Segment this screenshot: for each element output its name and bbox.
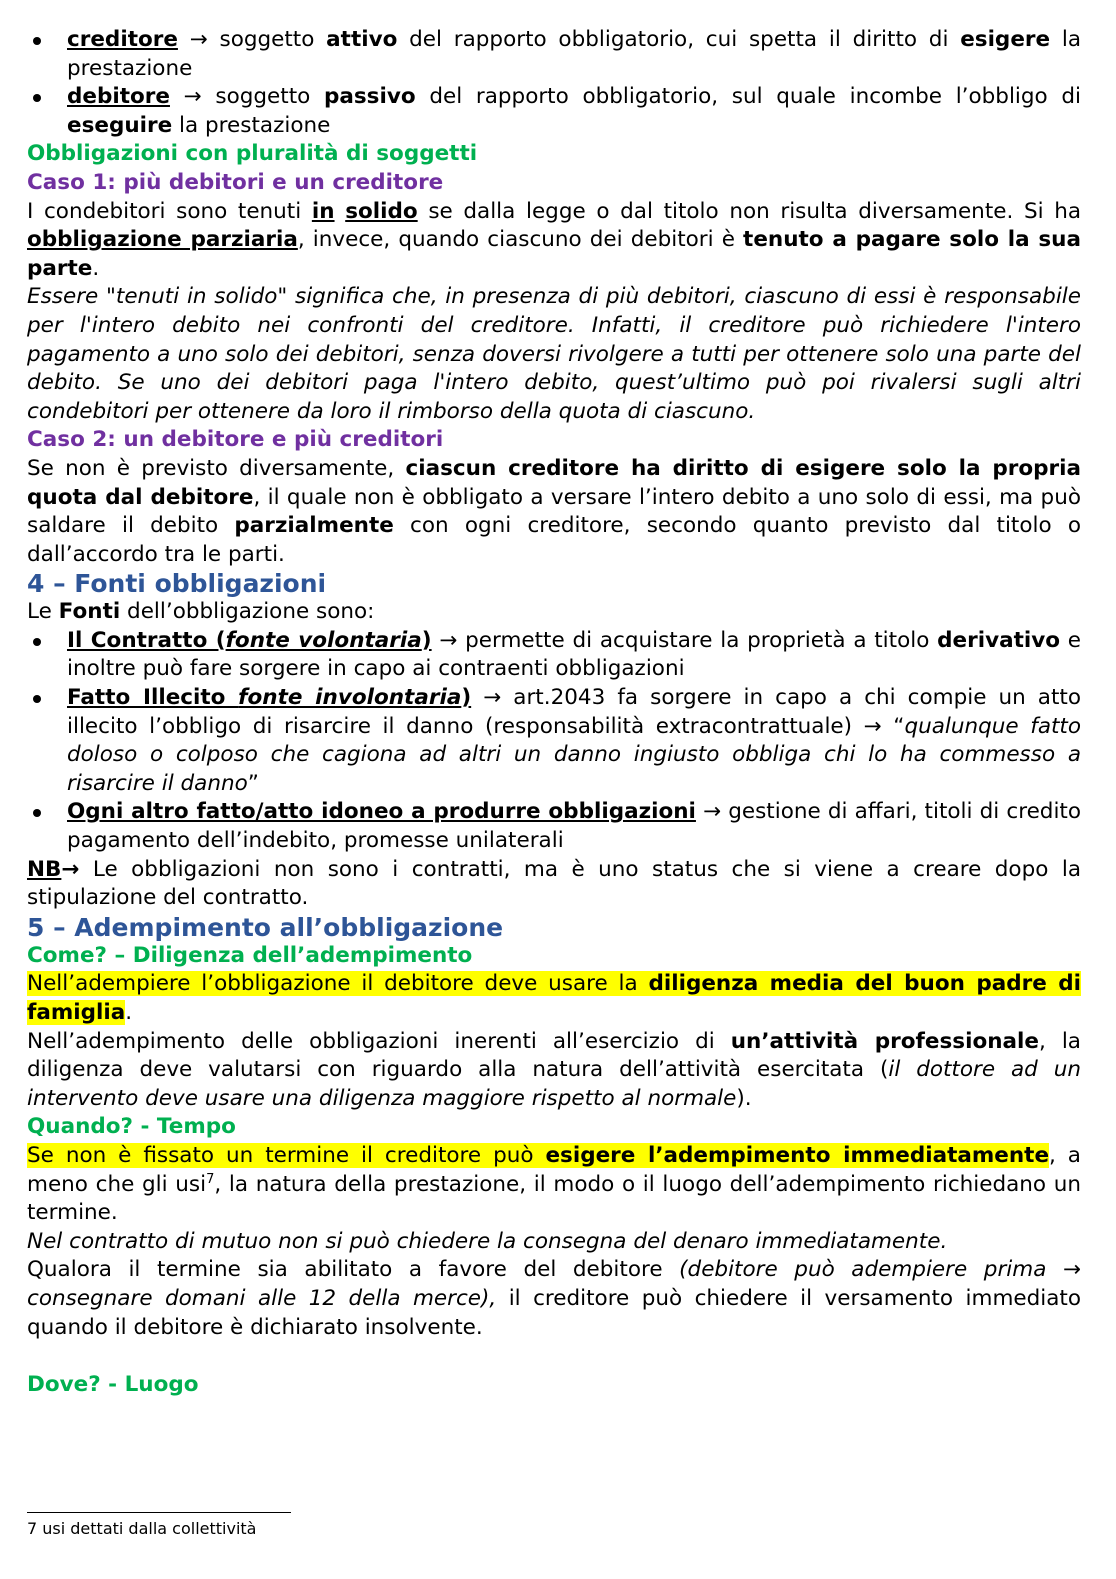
- list-item: Il Contratto (fonte volontaria) → permette di acquistare la proprietà a titolo derivativo e inoltre può fare sorgere in capo ai contraenti obbligazioni: [27, 627, 1081, 684]
- list-item: debitore → soggetto passivo del rapporto obbligatorio, sul quale incombe l’obbligo di eseguire la prestazione: [27, 83, 1081, 140]
- nb-note: NB→ Le obbligazioni non sono i contratti, ma è uno status che si viene a creare dopo la stipulazione del contratto.: [27, 856, 1081, 911]
- paragraph-diligenza-highlighted: Nell’adempiere l’obbligazione il debitore deve usare la diligenza media del buon padre di famiglia.: [27, 971, 1081, 1025]
- arrow-icon: →: [483, 685, 502, 711]
- section-heading-adempimento: 5 – Adempimento all’obbligazione: [27, 912, 504, 942]
- footnote-ref: 7: [206, 1171, 215, 1187]
- subheading-quando: Quando? - Tempo: [27, 1114, 236, 1140]
- list-item: Ogni altro fatto/atto idoneo a produrre obbligazioni → gestione di affari, titoli di credito pagamento dell’indebito, promesse unilaterali: [27, 798, 1081, 855]
- italic-explanation-in-solido: Essere "tenuti in solido" significa che, in presenza di più debitori, ciascuno di essi è responsabile per l'intero debito nei confronti del creditore. Infatti, il creditore può richiedere l'intero pagamento a uno solo dei debitori, senza doversi rivolgere a tutti per ottenere solo una parte del debito. Se uno dei debitori paga l'intero debito, quest’ultimo può poi rivalersi sugli altri condebitori per ottenere da loro il rimborso della quota di ciascuno.: [27, 284, 1081, 424]
- paragraph-caso-2: Se non è previsto diversamente, ciascun creditore ha diritto di esigere solo la propria quota dal debitore, il quale non è obbligato a versare l’intero debito a uno solo di essi, ma può saldare il debito parzialmente con ogni creditore, secondo quanto previsto dal titolo o dall’accordo tra le parti.: [27, 455, 1082, 567]
- arrow-icon: →: [183, 84, 202, 110]
- fonti-list: [27, 627, 1081, 856]
- arrow-icon: →: [1062, 1257, 1081, 1283]
- subheading-dove: Dove? - Luogo: [27, 1371, 199, 1397]
- paragraph-caso-1: I condebitori sono tenuti in solido se dalla legge o dal titolo non risulta diversamente. Si ha obbligazione parziaria, invece, quando ciascuno dei debitori è tenuto a pagare solo la sua parte.: [27, 198, 1082, 281]
- subheading-caso-2: Caso 2: un debitore e più creditori: [27, 427, 444, 453]
- list-item: Fatto Illecito fonte involontaria) → art.2043 fa sorgere in capo a chi compie un atto illecito l’obbligo di risarcire il danno (responsabilità extracontrattuale) → “qualunque fatto doloso o colposo che cagiona ad altri un danno ingiusto obbliga chi lo ha commesso a risarcire il danno”: [27, 684, 1081, 798]
- fonti-intro: Le Fonti dell’obbligazione sono:: [27, 599, 375, 625]
- footnote-separator: [27, 1512, 291, 1513]
- section-heading-fonti: 4 – Fonti obbligazioni: [27, 569, 327, 599]
- term-debitore: debitore: [67, 84, 170, 110]
- spacer: [27, 1342, 1081, 1371]
- arrow-icon: →: [703, 799, 722, 825]
- subheading-caso-1: Caso 1: più debitori e un creditore: [27, 169, 444, 195]
- footnote: 7 usi dettati dalla collettività: [27, 1519, 257, 1538]
- term-creditore: creditore: [67, 27, 178, 52]
- arrow-icon: →: [61, 856, 80, 882]
- section-heading-pluralita: Obbligazioni con pluralità di soggetti: [27, 141, 478, 167]
- subheading-come: Come? – Diligenza dell’adempimento: [27, 942, 473, 968]
- arrow-icon: →: [863, 713, 882, 739]
- italic-example-mutuo: Nel contratto di mutuo non si può chiedere la consegna del denaro immediatamente.: [27, 1228, 948, 1254]
- arrow-icon: →: [439, 627, 458, 653]
- paragraph-attivita-professionale: Nell’adempimento delle obbligazioni inerenti all’esercizio di un’attività professionale, la diligenza deve valutarsi con riguardo alla natura dell’attività esercitata (il dottore ad un intervento deve usare una diligenza maggiore rispetto al normale).: [27, 1028, 1081, 1111]
- party-definitions-list: [27, 26, 1081, 140]
- list-item: creditore → soggetto attivo del rapporto obbligatorio, cui spetta il diritto di esigere la prestazione: [27, 26, 1081, 83]
- paragraph-termine-debitore: Qualora il termine sia abilitato a favore del debitore (debitore può adempiere prima → consegnare domani alle 12 della merce), il creditore può chiedere il versamento immediato quando il debitore è dichiarato insolvente.: [27, 1257, 1081, 1340]
- arrow-icon: →: [189, 27, 208, 52]
- document-page: [27, 26, 1081, 1399]
- paragraph-termine-highlighted: Se non è fissato un termine il creditore può esigere l’adempimento immediatamente, a meno che gli usi$^7$, la natura della prestazione, il modo o il luogo dell’adempimento richiedano un termine.: [27, 1142, 1082, 1226]
